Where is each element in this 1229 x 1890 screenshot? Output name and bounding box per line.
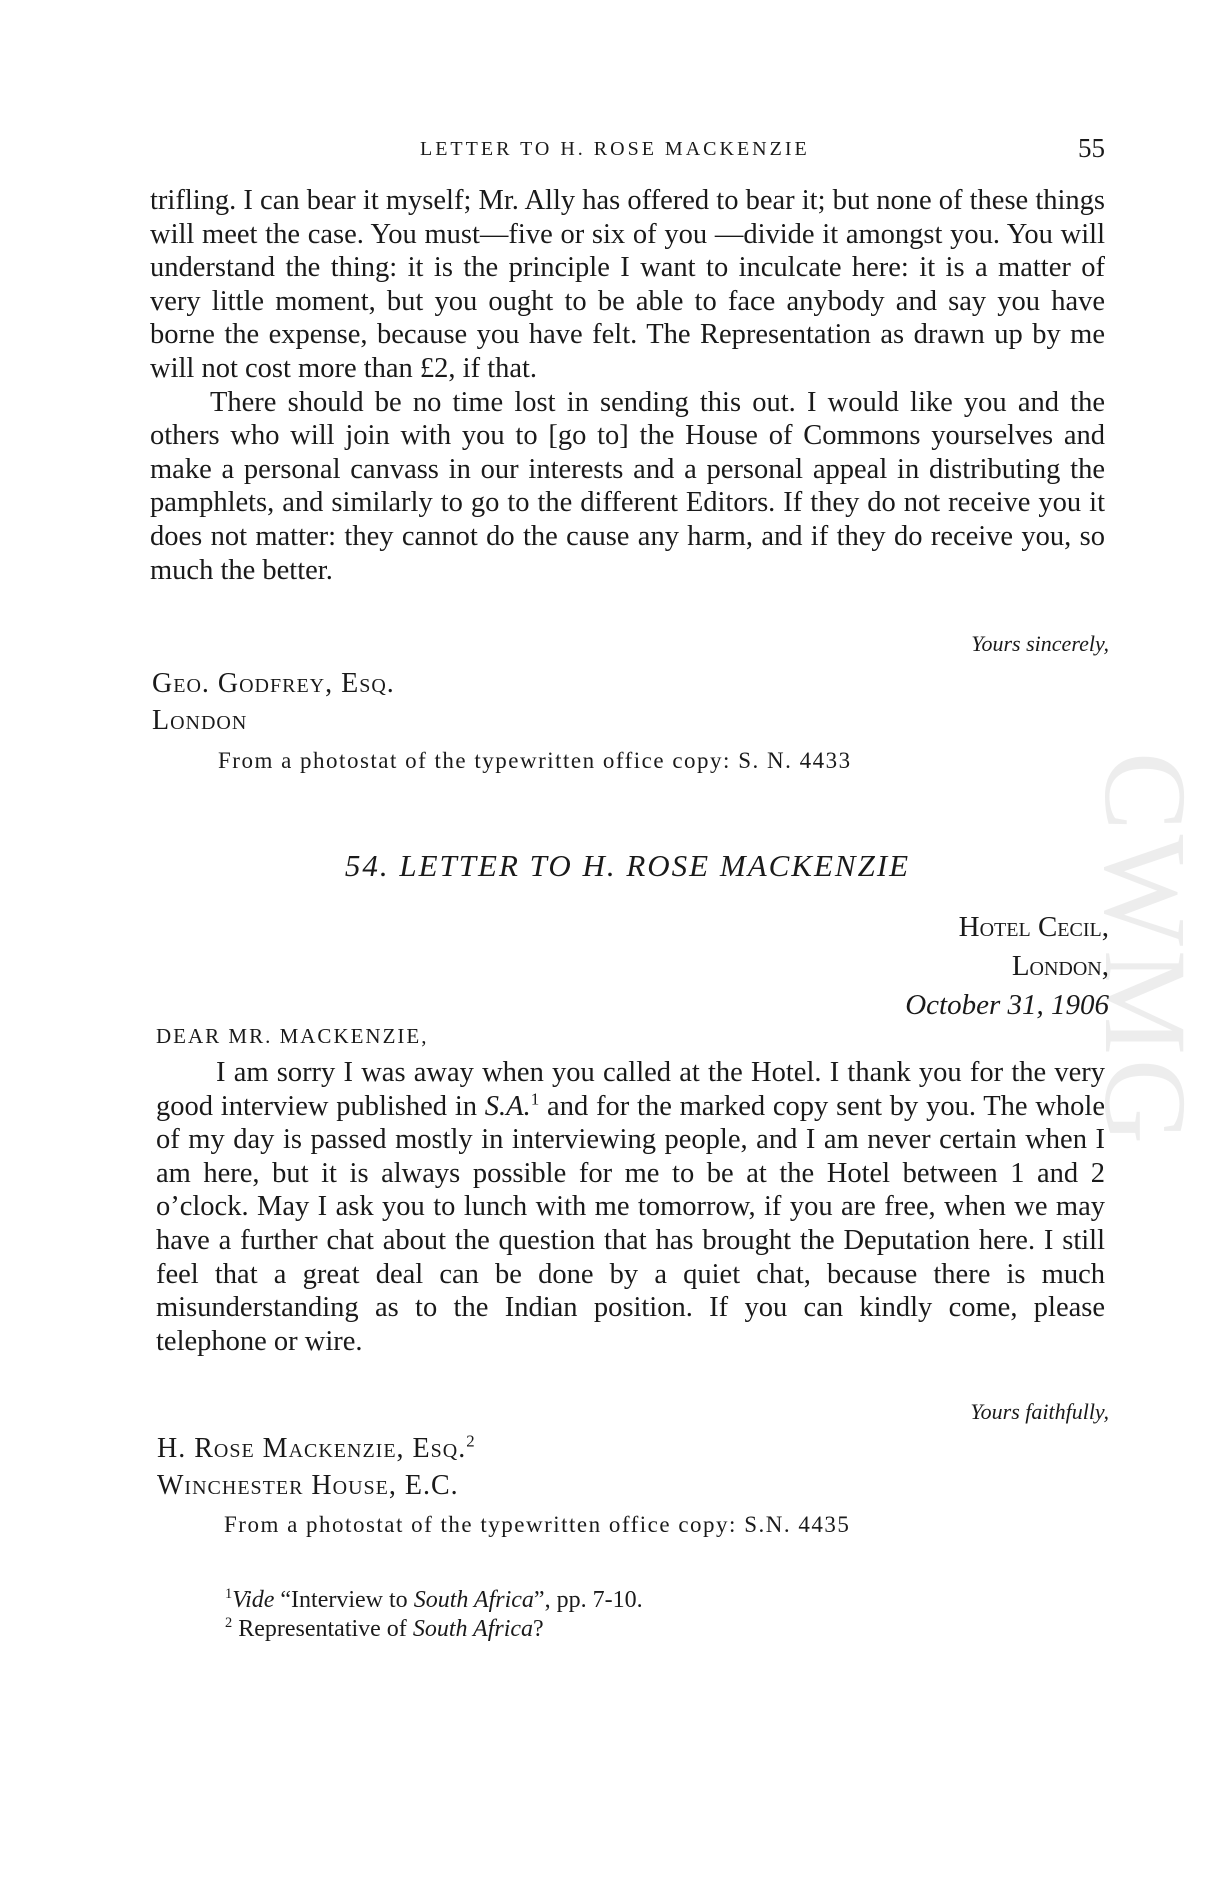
source-note: From a photostat of the typewritten office copy: S.N. 4435 [224, 1512, 851, 1537]
letter-54-body [156, 1056, 1105, 1358]
footnote-text: Representative of [232, 1616, 413, 1642]
addressee-name: H. Rose Mackenzie, Esq. [157, 1433, 467, 1464]
page-number: 55 [1078, 133, 1105, 163]
addressee-name-line [157, 1430, 476, 1467]
watermark-text: CWMG [1080, 751, 1211, 1149]
closing-faithfully: Yours faithfully, [970, 1399, 1109, 1424]
addressee-city: London [152, 705, 248, 736]
footnote-italic: South Africa [412, 1616, 534, 1642]
footnote-mark: 1 [225, 1586, 233, 1602]
salutation: DEAR MR. MACKENZIE, [156, 1024, 429, 1048]
running-head [150, 133, 1105, 169]
letterhead-hotel: Hotel Cecil, [958, 911, 1109, 943]
addressee-block [152, 665, 395, 739]
footnote-text: “Interview to [274, 1587, 414, 1613]
footnote [225, 1586, 643, 1615]
addressee-address: Winchester House, E.C. [157, 1470, 459, 1501]
letterhead-city: London, [1011, 950, 1109, 982]
source-note: From a photostat of the typewritten office copy: S. N. 4433 [218, 748, 852, 773]
footnote-ref: 2 [466, 1431, 476, 1451]
paragraph: trifling. I can bear it myself; Mr. Ally has offered to bear it; but none of these things will meet the case. You must—five or six of you —divide it amongst you. You will understand the thing: it is the principle I want to inculcate here: it is a matter of very little moment, but you ought to be able to face anybody and say you have borne the expense, because you have felt. The Representation as drawn up by me will not cost more than £2, if that. [150, 185, 1105, 384]
body-text: and for the marked copy sent by you. The whole of my day is passed mostly in interviewing people, and I am never certain when I am here, but it is always possible for me to be at the Hotel between 1 and 2 o’clock. May I ask you to lunch with me tomorrow, if you are free, when we may have a further chat about the question that has brought the Deputation here. I still feel that a great deal can be done by a quiet chat, because there is much misunderstanding as to the Indian position. If you can kindly come, please telephone or wire. [156, 1090, 1105, 1357]
footnote-italic: South Africa [413, 1587, 534, 1613]
body-italic-ref: S.A. [484, 1090, 531, 1122]
footnote-text: ”, pp. 7-10. [533, 1587, 643, 1613]
body-text: I am sorry I was away when you called at the Hotel. I thank you for the very good interview published in [156, 1057, 1105, 1122]
footnote-text: ? [533, 1616, 544, 1642]
letter-heading: 54. LETTER TO H. ROSE MACKENZIE [344, 848, 911, 883]
letter-53-body [150, 184, 1105, 587]
addressee-block [157, 1430, 476, 1504]
running-head-title: LETTER TO H. ROSE MACKENZIE [420, 138, 810, 160]
footnote-mark: 2 [225, 1615, 233, 1631]
paragraph: There should be no time lost in sending this out. I would like you and the others who will join with you to [go to] the House of Commons yourselves and make a personal canvass in our interests and a personal appeal in distributing the pamphlets, and similarly to go to the different Editors. If they do not receive you it does not matter: they cannot do the cause any harm, and if they do receive you, so much the better. [150, 386, 1105, 586]
footnote-ref: 1 [530, 1089, 540, 1109]
letter-date: October 31, 1906 [905, 989, 1109, 1021]
addressee-name: Geo. Godfrey, Esq. [152, 668, 395, 699]
letterhead [905, 908, 1109, 1025]
closing-sincerely: Yours sincerely, [971, 631, 1109, 656]
footnotes [225, 1586, 643, 1644]
footnote-vide: Vide [232, 1587, 275, 1613]
footnote [225, 1615, 643, 1644]
paragraph [156, 1056, 1105, 1358]
